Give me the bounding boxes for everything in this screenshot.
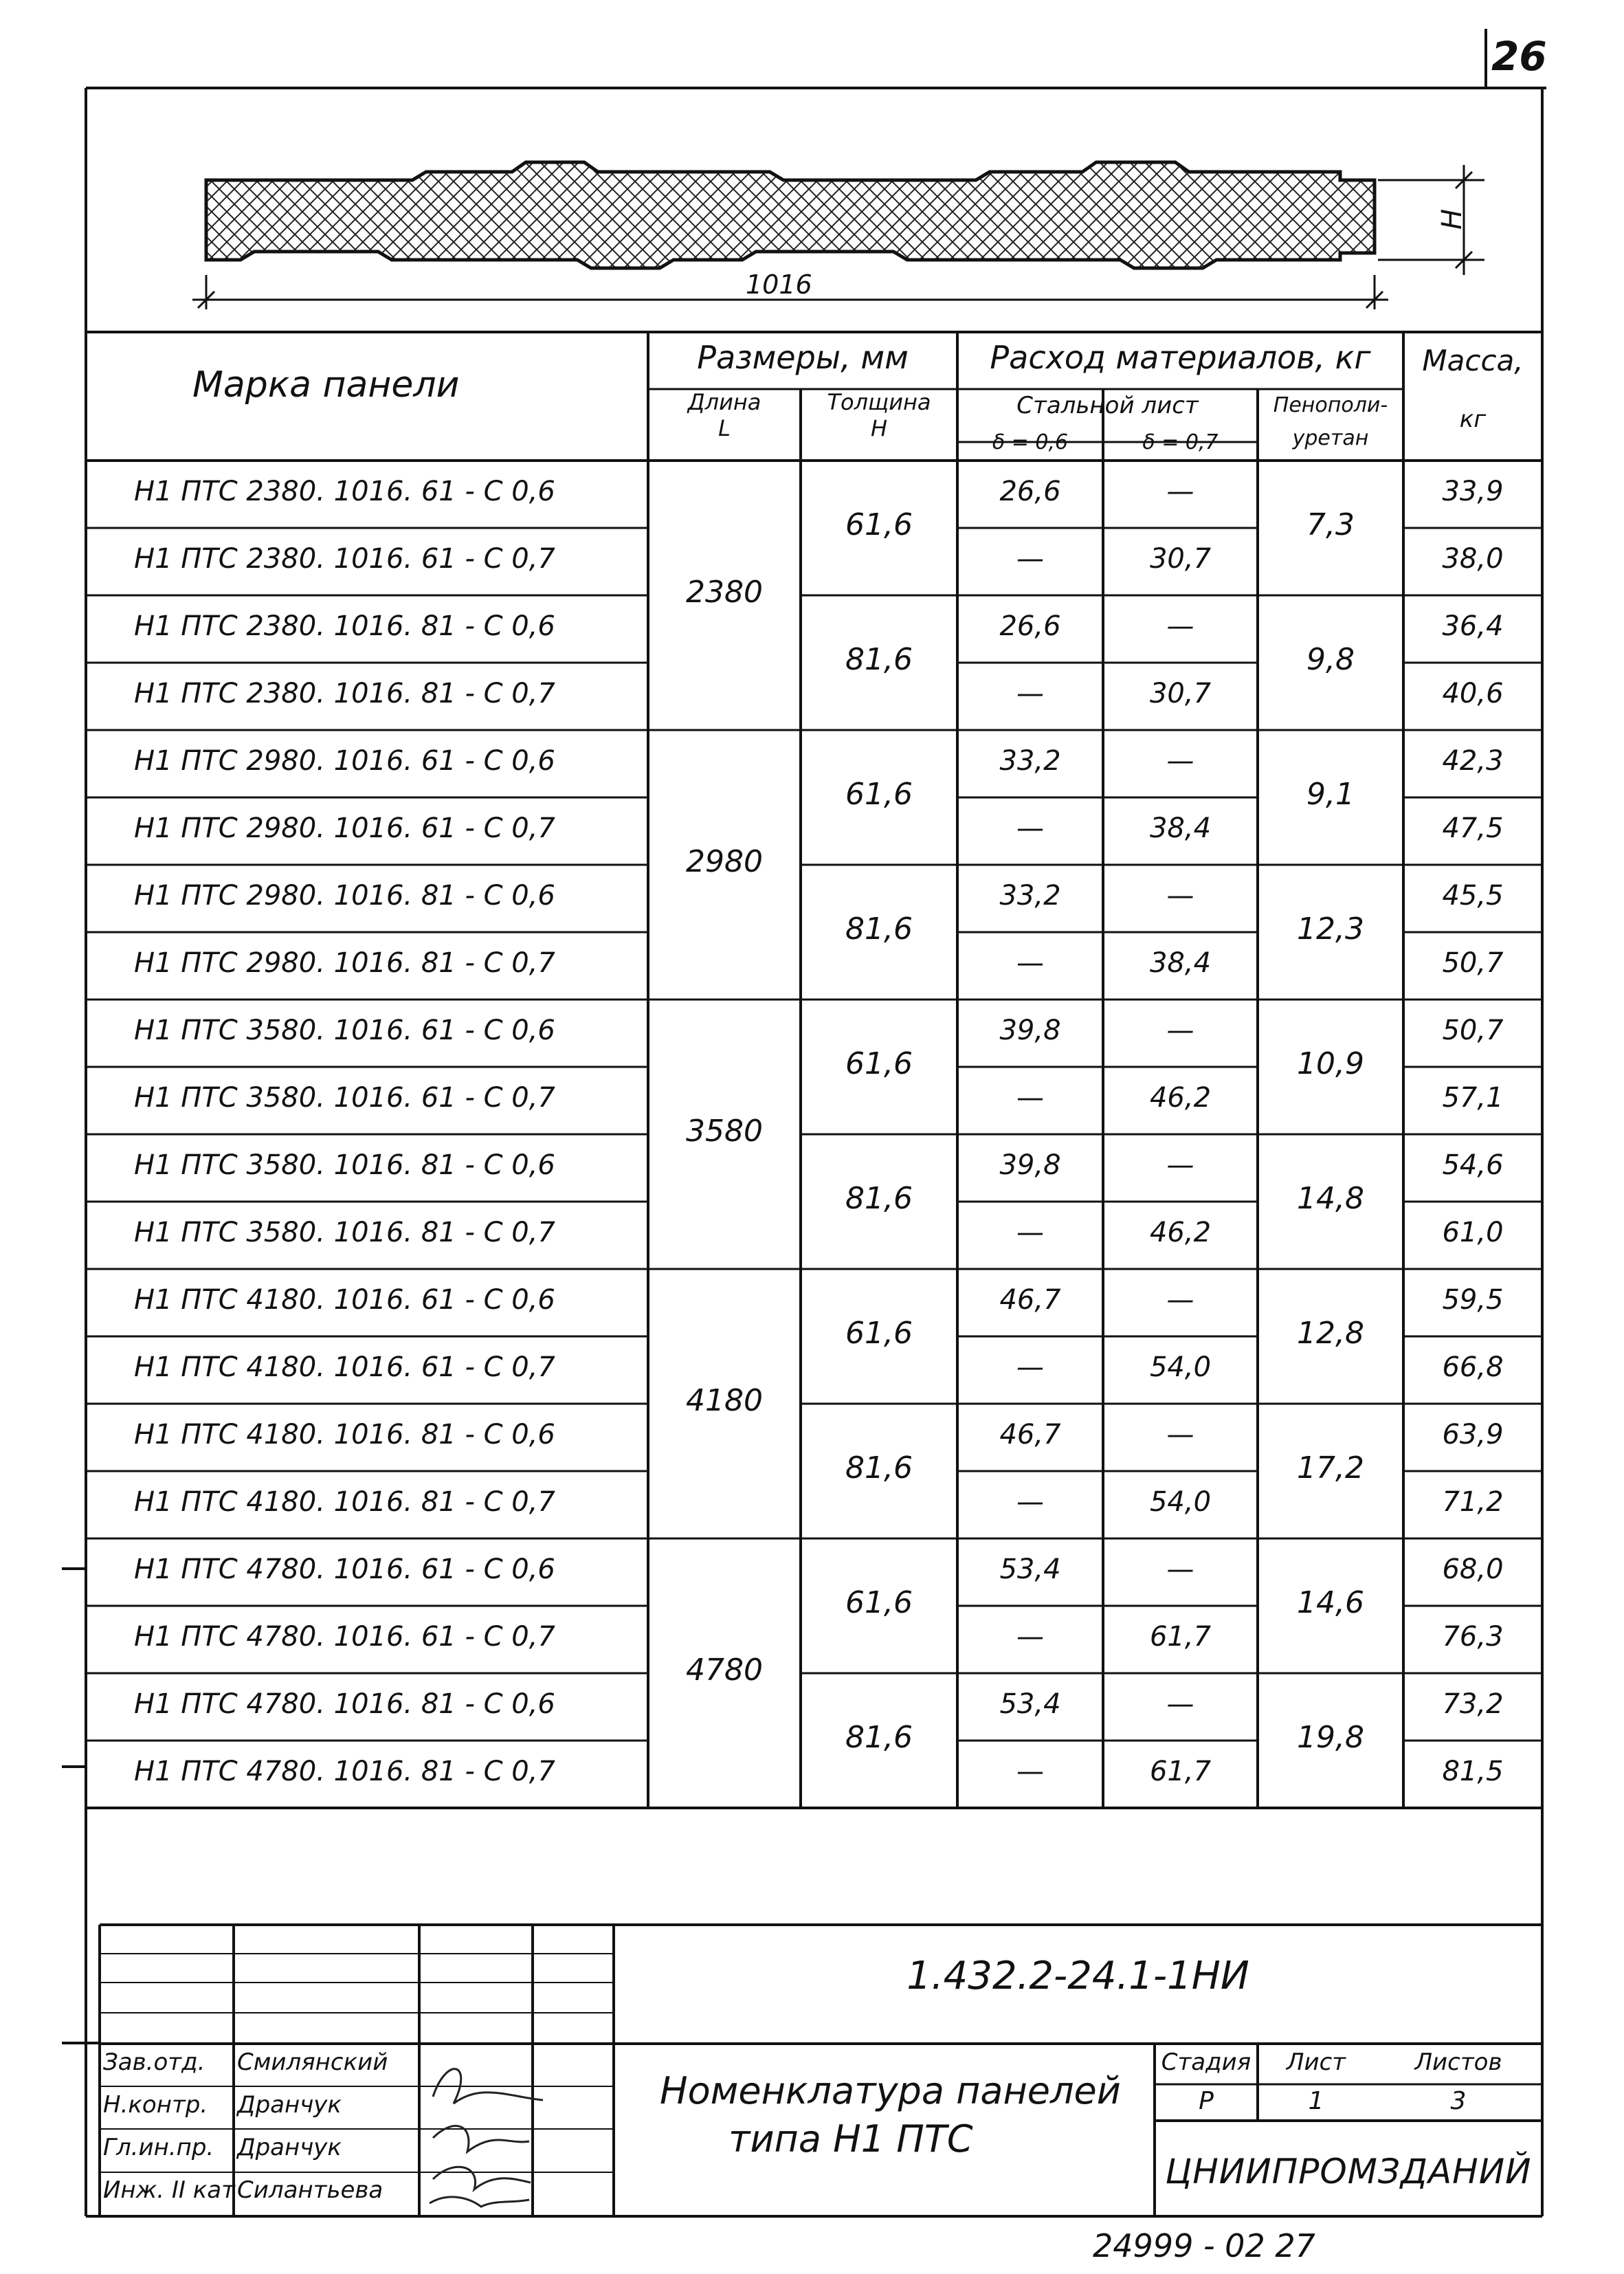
mass-cell: 57,1 xyxy=(1442,1082,1504,1114)
steel-07-cell: — xyxy=(1166,1149,1194,1181)
signature-role: Н.контр. xyxy=(103,2091,208,2119)
mass-cell: 50,7 xyxy=(1442,1015,1504,1046)
thickness-cell: 81,6 xyxy=(845,1181,913,1216)
panel-mark-cell: Н1 ПТС 4180. 1016. 61 - С 0,7 xyxy=(134,1351,555,1383)
steel-06-cell: 39,8 xyxy=(999,1149,1061,1181)
panel-mark-cell: Н1 ПТС 3580. 1016. 61 - С 0,6 xyxy=(134,1015,555,1046)
panel-mark-cell: Н1 ПТС 2980. 1016. 61 - С 0,6 xyxy=(134,745,555,777)
header-thickness: Толщина xyxy=(827,389,931,415)
steel-06-cell: 33,2 xyxy=(999,880,1061,912)
steel-06-cell: — xyxy=(1016,947,1044,979)
thickness-cell: 61,6 xyxy=(845,507,913,542)
mass-cell: 73,2 xyxy=(1442,1688,1504,1720)
thickness-dimension-label: H xyxy=(1436,208,1469,230)
document-code: 1.432.2-24.1-1НИ xyxy=(906,1954,1249,1998)
steel-06-cell: 33,2 xyxy=(999,745,1061,777)
thickness-cell: 61,6 xyxy=(845,1316,913,1351)
steel-07-cell: 54,0 xyxy=(1149,1351,1212,1383)
steel-06-cell: — xyxy=(1016,1351,1044,1383)
foam-cell: 9,1 xyxy=(1306,777,1355,812)
steel-06-cell: — xyxy=(1016,1621,1044,1653)
steel-07-cell: — xyxy=(1166,610,1194,642)
panel-profile xyxy=(192,162,1484,309)
steel-06-cell: — xyxy=(1016,1756,1044,1787)
header-steel-07: δ = 0,7 xyxy=(1142,430,1219,454)
header-mass-unit: кг xyxy=(1459,406,1487,433)
signature-role: Зав.отд. xyxy=(103,2049,205,2076)
panel-mark-cell: Н1 ПТС 4180. 1016. 81 - С 0,6 xyxy=(134,1419,555,1450)
thickness-cell: 61,6 xyxy=(845,1585,913,1620)
foam-cell: 7,3 xyxy=(1306,507,1355,542)
steel-07-cell: — xyxy=(1166,1015,1194,1046)
steel-06-cell: 26,6 xyxy=(999,476,1061,507)
panel-mark-cell: Н1 ПТС 2980. 1016. 81 - С 0,6 xyxy=(134,880,555,912)
panel-mark-cell: Н1 ПТС 2380. 1016. 81 - С 0,7 xyxy=(134,678,555,709)
length-cell: 2380 xyxy=(686,575,763,610)
mass-cell: 59,5 xyxy=(1442,1284,1504,1316)
steel-06-cell: 53,4 xyxy=(999,1688,1061,1720)
sheets-label: Листов xyxy=(1414,2049,1502,2076)
steel-07-cell: — xyxy=(1166,1284,1194,1316)
panel-mark-cell: Н1 ПТС 4780. 1016. 81 - С 0,6 xyxy=(134,1688,555,1720)
title-line-2: типа Н1 ПТС xyxy=(728,2117,973,2161)
steel-06-cell: — xyxy=(1016,1082,1044,1114)
steel-07-cell: 61,7 xyxy=(1149,1621,1212,1653)
signature-name: Дранчук xyxy=(237,2091,342,2119)
signature-role: Гл.ин.пр. xyxy=(103,2134,214,2161)
panel-mark-cell: Н1 ПТС 2380. 1016. 61 - С 0,6 xyxy=(134,476,555,507)
steel-07-cell: — xyxy=(1166,476,1194,507)
mass-cell: 42,3 xyxy=(1442,745,1504,777)
steel-07-cell: — xyxy=(1166,1554,1194,1585)
foam-cell: 12,8 xyxy=(1297,1316,1364,1351)
mass-cell: 38,0 xyxy=(1442,543,1504,575)
header-length: Длина xyxy=(687,389,761,415)
foam-cell: 14,6 xyxy=(1297,1585,1364,1620)
mass-cell: 71,2 xyxy=(1442,1486,1504,1518)
panel-mark-cell: Н1 ПТС 4180. 1016. 81 - С 0,7 xyxy=(134,1486,555,1518)
panel-mark-cell: Н1 ПТС 3580. 1016. 81 - С 0,7 xyxy=(134,1217,555,1248)
steel-07-cell: 46,2 xyxy=(1149,1082,1212,1114)
steel-06-cell: 53,4 xyxy=(999,1554,1061,1585)
steel-07-cell: 54,0 xyxy=(1149,1486,1212,1518)
foam-cell: 9,8 xyxy=(1306,642,1355,677)
mass-cell: 63,9 xyxy=(1442,1419,1504,1450)
length-cell: 4180 xyxy=(686,1383,763,1418)
title-line-1: Номенклатура панелей xyxy=(660,2069,1121,2112)
thickness-cell: 81,6 xyxy=(845,1720,913,1755)
sheet-label: Лист xyxy=(1286,2049,1346,2076)
panel-mark-cell: Н1 ПТС 2980. 1016. 61 - С 0,7 xyxy=(134,813,555,844)
length-cell: 3580 xyxy=(686,1114,763,1149)
panel-mark-cell: Н1 ПТС 2980. 1016. 81 - С 0,7 xyxy=(134,947,555,979)
signature-role: Инж. II кат xyxy=(103,2176,235,2204)
mass-cell: 54,6 xyxy=(1442,1149,1504,1181)
mass-cell: 68,0 xyxy=(1442,1554,1504,1585)
steel-07-cell: — xyxy=(1166,745,1194,777)
header-foam-2: уретан xyxy=(1292,426,1369,450)
steel-07-cell: — xyxy=(1166,1419,1194,1450)
steel-07-cell: — xyxy=(1166,880,1194,912)
foam-cell: 19,8 xyxy=(1297,1720,1364,1755)
foam-cell: 14,8 xyxy=(1297,1181,1364,1216)
signature-name: Силантьева xyxy=(237,2176,383,2204)
thickness-cell: 81,6 xyxy=(845,912,913,947)
steel-06-cell: 46,7 xyxy=(999,1284,1061,1316)
steel-06-cell: — xyxy=(1016,1486,1044,1518)
steel-07-cell: 38,4 xyxy=(1149,813,1212,844)
thickness-cell: 61,6 xyxy=(845,777,913,812)
header-length-symbol: L xyxy=(718,415,731,441)
sheets-value: 3 xyxy=(1450,2087,1467,2115)
mass-cell: 50,7 xyxy=(1442,947,1504,979)
sheet-value: 1 xyxy=(1308,2087,1324,2115)
mass-cell: 61,0 xyxy=(1442,1217,1504,1248)
stage-label: Стадия xyxy=(1161,2049,1252,2076)
header-steel: Стальной лист xyxy=(1016,392,1199,419)
steel-07-cell: 38,4 xyxy=(1149,947,1212,979)
steel-06-cell: — xyxy=(1016,1217,1044,1248)
sheet-number: 26 xyxy=(1491,33,1547,80)
organization: ЦНИИПРОМЗДАНИЙ xyxy=(1165,2152,1532,2192)
steel-07-cell: 30,7 xyxy=(1149,543,1212,575)
header-steel-06: δ = 0,6 xyxy=(992,430,1069,454)
steel-07-cell: 46,2 xyxy=(1149,1217,1212,1248)
mass-cell: 40,6 xyxy=(1442,678,1504,709)
steel-06-cell: — xyxy=(1016,543,1044,575)
steel-06-cell: — xyxy=(1016,813,1044,844)
header-materials: Расход материалов, кг xyxy=(990,339,1371,376)
mass-cell: 66,8 xyxy=(1442,1351,1504,1383)
panel-mark-cell: Н1 ПТС 2380. 1016. 81 - С 0,6 xyxy=(134,610,555,642)
length-cell: 2980 xyxy=(686,844,763,879)
panel-mark-cell: Н1 ПТС 4180. 1016. 61 - С 0,6 xyxy=(134,1284,555,1316)
mass-cell: 76,3 xyxy=(1442,1621,1504,1653)
footer-number: 24999 - 02 27 xyxy=(1093,2227,1315,2264)
mass-cell: 47,5 xyxy=(1442,813,1504,844)
panel-mark-cell: Н1 ПТС 2380. 1016. 61 - С 0,7 xyxy=(134,543,555,575)
panel-mark-cell: Н1 ПТС 3580. 1016. 61 - С 0,7 xyxy=(134,1082,555,1114)
mass-cell: 45,5 xyxy=(1442,880,1504,912)
steel-07-cell: 30,7 xyxy=(1149,678,1212,709)
stage-value: Р xyxy=(1199,2087,1214,2115)
length-cell: 4780 xyxy=(686,1653,763,1688)
mass-cell: 36,4 xyxy=(1442,610,1504,642)
steel-06-cell: 39,8 xyxy=(999,1015,1061,1046)
steel-07-cell: — xyxy=(1166,1688,1194,1720)
foam-cell: 12,3 xyxy=(1297,912,1364,947)
header-foam-1: Пенополи- xyxy=(1273,393,1388,417)
mass-cell: 81,5 xyxy=(1442,1756,1504,1787)
signature-name: Смилянский xyxy=(237,2049,388,2076)
thickness-cell: 81,6 xyxy=(845,1450,913,1486)
foam-cell: 10,9 xyxy=(1297,1046,1364,1081)
header-mark: Марка панели xyxy=(192,364,460,406)
thickness-cell: 81,6 xyxy=(845,642,913,677)
foam-cell: 17,2 xyxy=(1297,1450,1364,1486)
panel-mark-cell: Н1 ПТС 4780. 1016. 81 - С 0,7 xyxy=(134,1756,555,1787)
panel-mark-cell: Н1 ПТС 4780. 1016. 61 - С 0,7 xyxy=(134,1621,555,1653)
steel-07-cell: 61,7 xyxy=(1149,1756,1212,1787)
steel-06-cell: — xyxy=(1016,678,1044,709)
width-dimension-label: 1016 xyxy=(746,269,812,300)
steel-06-cell: 26,6 xyxy=(999,610,1061,642)
panel-mark-cell: Н1 ПТС 4780. 1016. 61 - С 0,6 xyxy=(134,1554,555,1585)
header-thickness-symbol: H xyxy=(870,415,888,441)
mass-cell: 33,9 xyxy=(1442,476,1504,507)
header-dimensions: Размеры, мм xyxy=(697,339,909,376)
signature-name: Дранчук xyxy=(237,2134,342,2161)
thickness-cell: 61,6 xyxy=(845,1046,913,1081)
steel-06-cell: 46,7 xyxy=(999,1419,1061,1450)
panel-mark-cell: Н1 ПТС 3580. 1016. 81 - С 0,6 xyxy=(134,1149,555,1181)
header-mass: Масса, xyxy=(1422,344,1524,377)
